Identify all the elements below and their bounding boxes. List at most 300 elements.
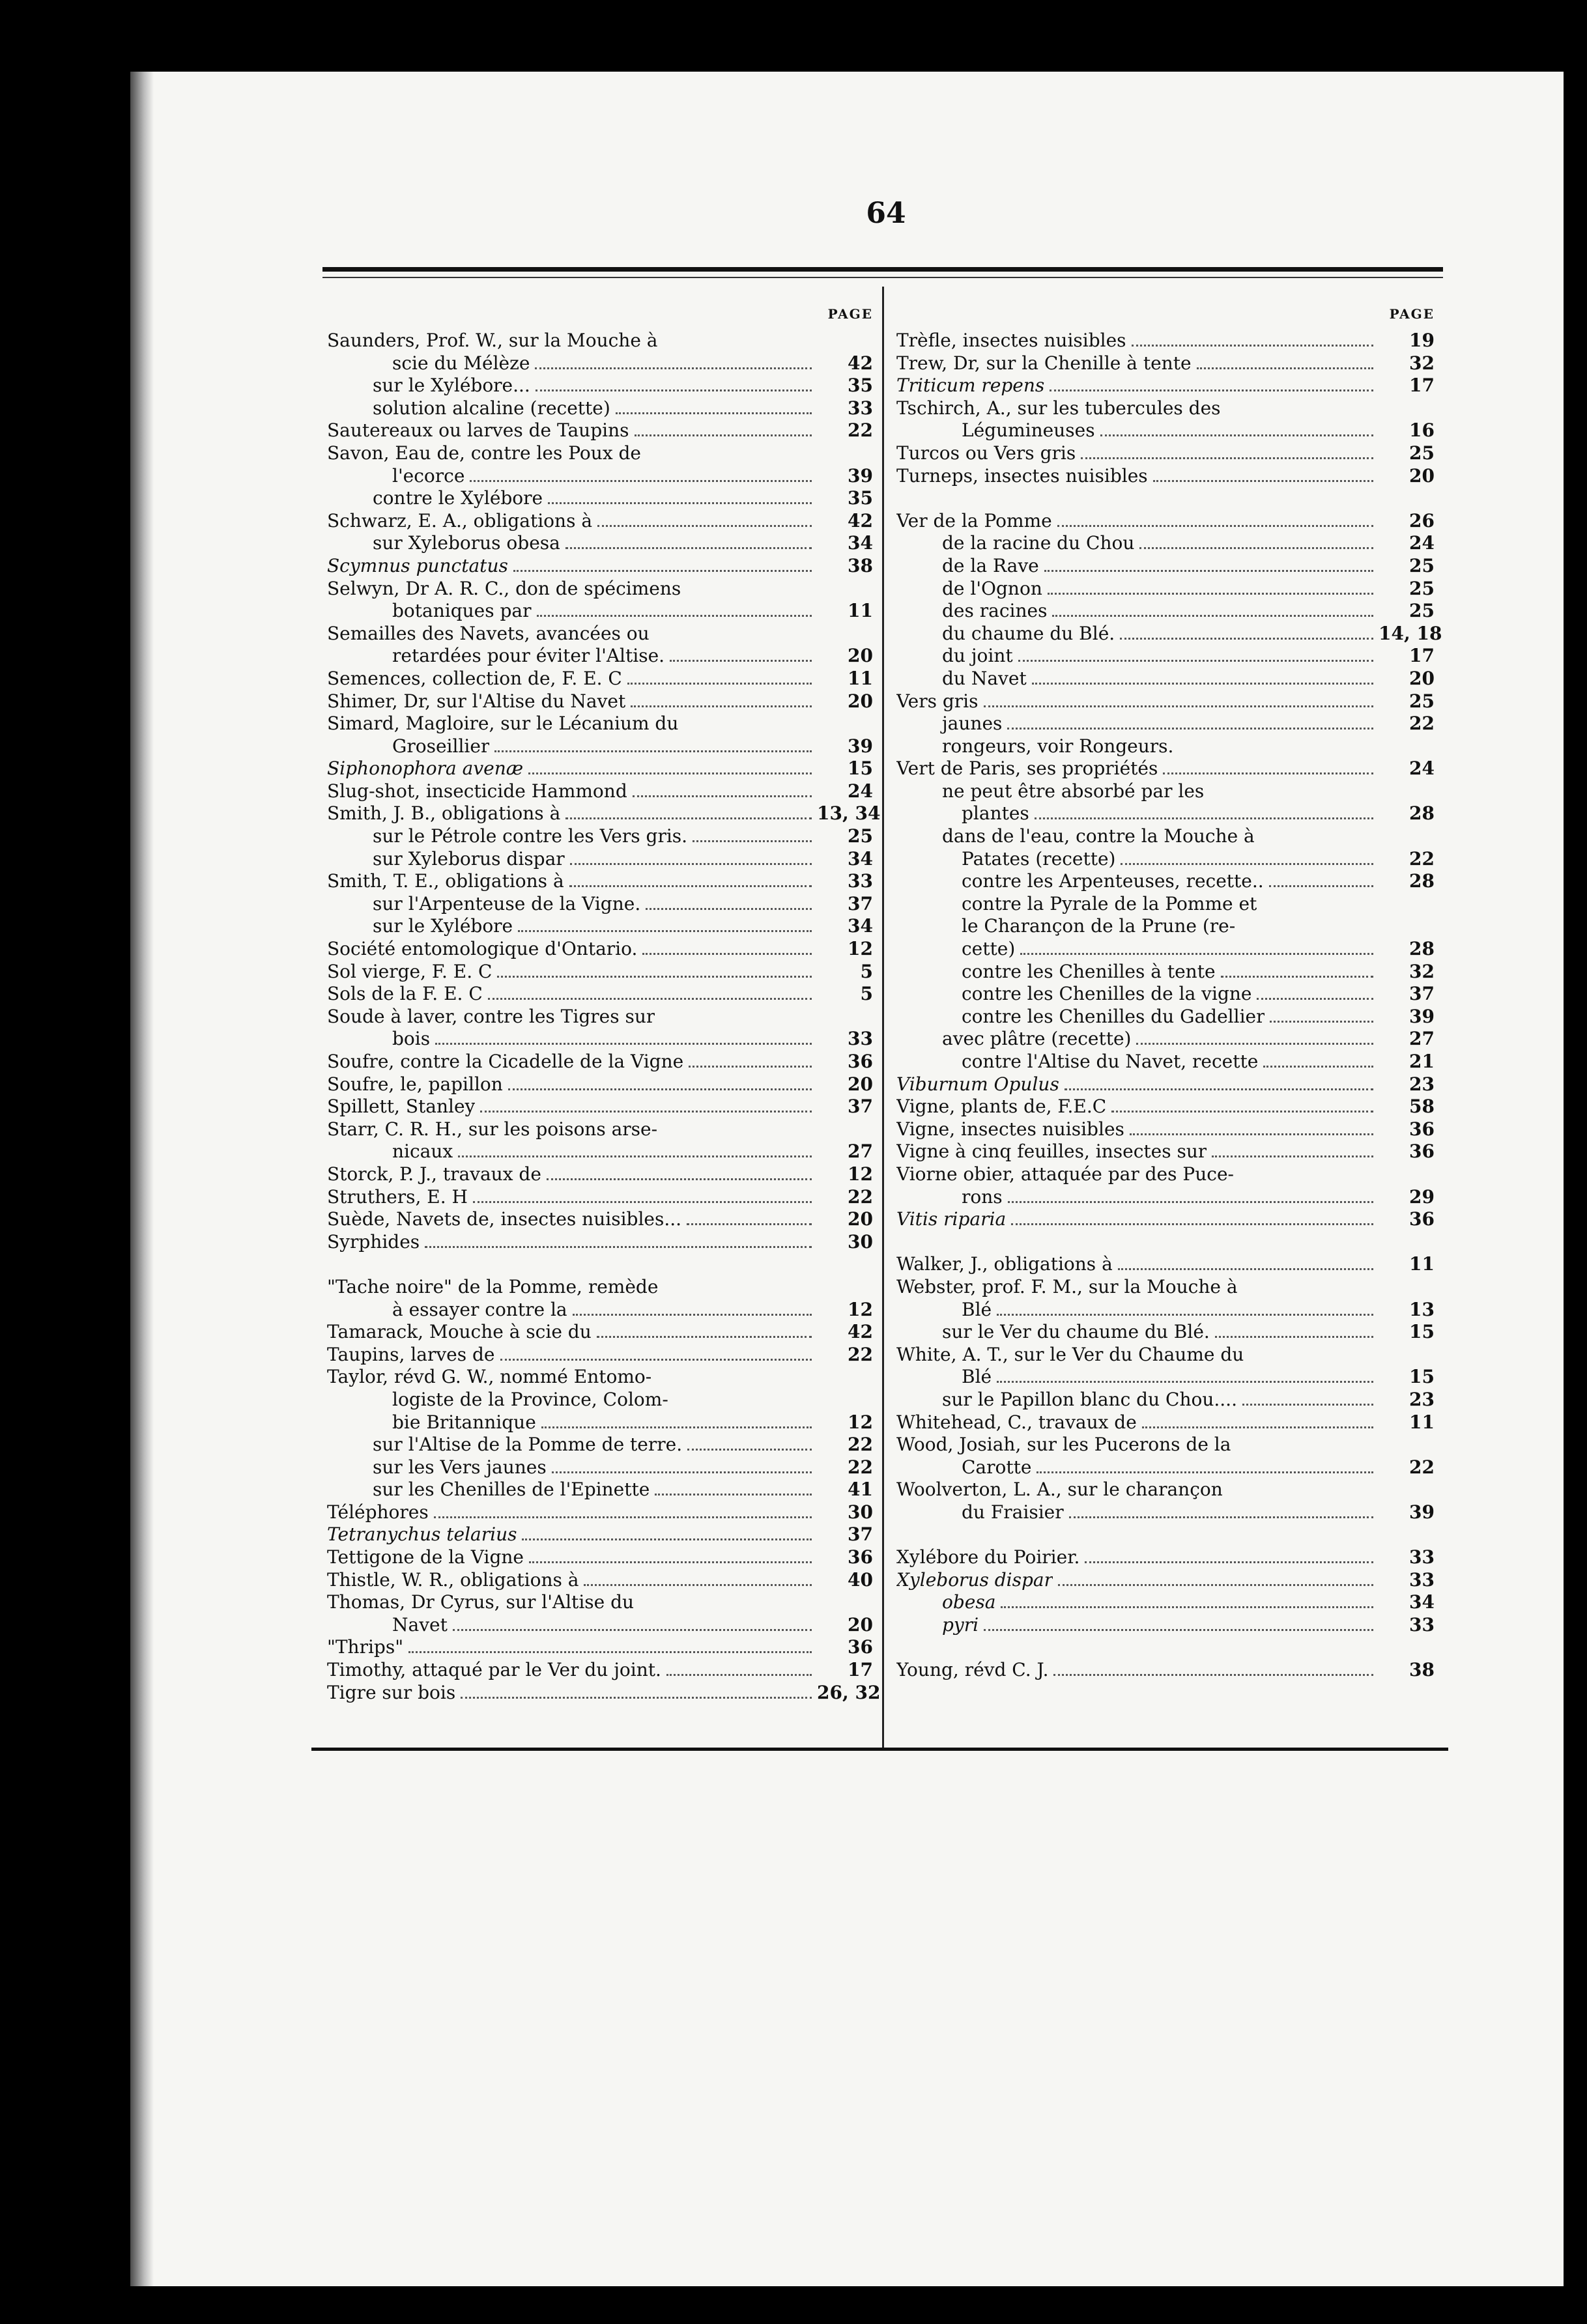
index-entry <box>896 938 1435 961</box>
entry-page-number: 5 <box>860 983 873 1005</box>
index-entry <box>327 870 873 893</box>
dot-leader <box>461 1697 812 1699</box>
entry-text: Société entomologique d'Ontario. <box>327 938 638 960</box>
index-entry <box>327 668 873 690</box>
entry-text: sur le Xylébore <box>373 915 513 937</box>
entry-text: Saunders, Prof. W., sur la Mouche à <box>327 330 658 351</box>
dot-leader <box>631 705 812 707</box>
dot-leader <box>642 953 812 955</box>
entry-page-number: 32 <box>1409 960 1435 982</box>
index-entry <box>327 1501 873 1524</box>
entry-text: Trew, Dr, sur la Chenille à tente <box>896 352 1192 374</box>
dot-leader <box>984 705 1373 707</box>
entry-page-number: 26, 32 <box>817 1681 881 1703</box>
entry-text: cette) <box>962 938 1016 960</box>
dot-leader <box>569 885 812 887</box>
dot-leader <box>1226 412 1373 414</box>
header-rule <box>322 267 1443 272</box>
entry-text: l'ecorce <box>392 464 465 487</box>
index-entry <box>327 802 881 825</box>
dot-leader <box>470 480 812 482</box>
entry-text: Xylébore du Poirier. <box>896 1546 1080 1568</box>
index-entry <box>327 623 873 645</box>
index-entry <box>896 1006 1435 1028</box>
column-divider <box>882 287 884 1749</box>
dot-leader <box>480 1111 812 1112</box>
entry-page-number: 58 <box>1409 1096 1435 1118</box>
dot-leader <box>670 660 812 662</box>
entry-page-number: 17 <box>1409 645 1435 667</box>
entry-text: contre l'Altise du Navet, recette <box>962 1051 1259 1072</box>
dot-leader <box>1035 817 1373 819</box>
index-entry <box>896 510 1435 533</box>
index-entry <box>327 487 873 510</box>
dot-leader <box>500 1359 812 1361</box>
entry-text: Suède, Navets de, insectes nuisibles... <box>327 1208 682 1230</box>
dot-leader <box>616 412 812 414</box>
left-column <box>327 306 881 1704</box>
dot-leader <box>565 817 812 819</box>
entry-text: Woolverton, L. A., sur le charançon <box>896 1479 1223 1501</box>
entry-text: Soufre, contre la Cicadelle de la Vigne <box>327 1051 684 1072</box>
entry-page-number: 28 <box>1409 938 1435 960</box>
entry-text: bie Britannique <box>392 1411 536 1433</box>
dot-leader <box>693 840 812 842</box>
right-entries <box>896 330 1442 1682</box>
entry-text: Scymnus punctatus <box>327 554 508 576</box>
index-entry <box>896 375 1435 397</box>
index-entry <box>327 1614 873 1637</box>
dot-leader <box>1221 976 1373 978</box>
right-column <box>896 306 1442 1682</box>
index-entry <box>896 1389 1435 1411</box>
index-entry <box>896 735 1435 758</box>
entry-text: avec plâtre (recette) <box>942 1028 1132 1050</box>
dot-leader <box>1118 1268 1373 1270</box>
index-entry <box>327 1659 873 1682</box>
entry-text: retardées pour éviter l'Altise. <box>392 645 665 667</box>
entry-text: Semences, collection de, F. E. C <box>327 667 622 689</box>
entry-text: Struthers, E. H <box>327 1185 468 1208</box>
index-entry <box>327 938 873 961</box>
index-entry <box>896 1073 1435 1096</box>
entry-gap <box>896 487 1435 510</box>
entry-text: Thomas, Dr Cyrus, sur l'Altise du <box>327 1591 635 1613</box>
entry-page-number: 22 <box>848 1185 873 1208</box>
dot-leader <box>1212 1155 1373 1157</box>
index-entry <box>327 1141 873 1163</box>
entry-page-number: 33 <box>1409 1613 1435 1636</box>
entry-page-number: 11 <box>1409 1411 1435 1433</box>
entry-page-number: 42 <box>848 509 873 531</box>
entry-page-number: 22 <box>1409 847 1435 870</box>
entry-text: Vert de Paris, ses propriétés <box>896 758 1158 780</box>
dot-leader <box>494 750 812 752</box>
entry-text: Smith, T. E., obligations à <box>327 870 564 892</box>
entry-page-number: 13, 34 <box>817 802 881 825</box>
index-entry <box>327 1523 873 1546</box>
entry-page-number: 33 <box>1409 1546 1435 1568</box>
entry-text: Tigre sur bois <box>327 1681 456 1703</box>
dot-leader <box>435 1043 812 1045</box>
entry-text: Shimer, Dr, sur l'Altise du Navet <box>327 690 626 712</box>
index-entry <box>896 397 1435 420</box>
dot-leader <box>508 1088 812 1090</box>
index-entry <box>327 465 873 488</box>
entry-text: Starr, C. R. H., sur les poisons arse- <box>327 1118 658 1140</box>
index-entry <box>896 780 1435 803</box>
dot-leader <box>1020 953 1373 955</box>
entry-page-number: 35 <box>848 375 873 397</box>
dot-leader <box>683 728 812 730</box>
entry-text: contre le Xylébore <box>373 487 543 509</box>
dot-leader <box>1242 1404 1373 1406</box>
index-entry <box>896 1456 1435 1479</box>
index-entry <box>896 870 1435 893</box>
index-entry <box>327 1006 873 1028</box>
dot-leader <box>1257 998 1373 1000</box>
entry-page-number: 32 <box>1409 352 1435 374</box>
entry-text: du joint <box>942 645 1013 667</box>
entry-page-number: 22 <box>848 419 873 442</box>
entry-page-number: 39 <box>848 464 873 487</box>
index-entry <box>327 1231 873 1254</box>
index-entry <box>327 645 873 668</box>
index-entry <box>327 1208 873 1231</box>
dot-leader <box>1139 547 1373 549</box>
entry-text: Soude à laver, contre les Tigres sur <box>327 1005 655 1027</box>
index-entry <box>327 825 873 848</box>
entry-page-number: 27 <box>1409 1028 1435 1050</box>
entry-text: de la racine du Chou <box>942 532 1135 554</box>
index-entry <box>896 1208 1435 1231</box>
index-entry <box>327 848 873 871</box>
entry-text: Tschirch, A., sur les tubercules des <box>896 397 1221 419</box>
index-entry <box>327 1118 873 1141</box>
entry-text: Xyleborus dispar <box>896 1568 1053 1591</box>
index-entry <box>327 893 873 916</box>
entry-text: sur Xyleborus dispar <box>373 847 565 870</box>
index-entry <box>327 735 873 758</box>
entry-page-number: 28 <box>1409 870 1435 892</box>
entry-text: Vigne, plants de, F.E.C <box>896 1096 1107 1118</box>
entry-page-number: 12 <box>848 1163 873 1185</box>
index-entry <box>896 1434 1435 1456</box>
entry-page-number: 15 <box>848 758 873 780</box>
entry-text: Groseillier <box>392 735 490 757</box>
left-entries <box>327 330 881 1704</box>
index-entry <box>327 330 873 352</box>
dot-leader <box>1044 570 1373 572</box>
entry-page-number: 34 <box>1409 1591 1435 1613</box>
index-entry <box>327 555 873 578</box>
dot-leader <box>1100 434 1373 436</box>
entry-page-number: 33 <box>848 1028 873 1050</box>
entry-text: Storck, P. J., travaux de <box>327 1163 541 1185</box>
index-entry <box>896 532 1435 555</box>
entry-page-number: 20 <box>848 1613 873 1636</box>
entry-page-number: 22 <box>1409 1456 1435 1478</box>
index-entry <box>896 330 1435 352</box>
dot-leader <box>513 570 812 572</box>
index-entry <box>896 600 1435 623</box>
dot-leader <box>1008 1201 1373 1203</box>
index-entry <box>896 893 1435 916</box>
entry-text: contre la Pyrale de la Pomme et <box>962 892 1257 914</box>
dot-leader <box>1262 908 1373 910</box>
entry-page-number: 30 <box>848 1501 873 1523</box>
dot-leader <box>1053 1674 1373 1676</box>
dot-leader <box>1136 1043 1373 1045</box>
index-entry <box>327 1479 873 1501</box>
entry-text: sur le Pétrole contre les Vers gris. <box>373 825 688 847</box>
entry-gap <box>896 1231 1435 1254</box>
index-entry <box>327 510 873 533</box>
index-entry <box>896 1096 1435 1118</box>
entry-page-number: 11 <box>848 600 873 622</box>
dot-leader <box>1228 1494 1373 1495</box>
entry-text: sur le Papillon blanc du Chou.... <box>942 1388 1237 1410</box>
dot-leader <box>1037 1471 1373 1473</box>
dot-leader <box>687 1223 812 1225</box>
dot-leader <box>1263 1066 1373 1068</box>
dot-leader <box>548 502 812 504</box>
dot-leader <box>522 1538 812 1540</box>
dot-leader <box>686 593 812 595</box>
entry-page-number: 33 <box>848 870 873 892</box>
dot-leader <box>573 1314 812 1316</box>
entry-page-number: 14, 18 <box>1379 622 1442 644</box>
dot-leader <box>1142 1426 1373 1428</box>
entry-page-number: 24 <box>1409 532 1435 554</box>
dot-leader <box>646 908 812 910</box>
entry-page-number: 19 <box>1409 330 1435 351</box>
entry-text: sur le Xylébore... <box>373 375 530 397</box>
entry-text: Viorne obier, attaquée par des Puce- <box>896 1163 1234 1185</box>
entry-text: Blé <box>962 1366 992 1388</box>
entry-text: Smith, J. B., obligations à <box>327 802 561 825</box>
entry-page-number: 17 <box>848 1659 873 1681</box>
entry-page-number: 34 <box>848 532 873 554</box>
dot-leader <box>657 1381 812 1383</box>
entry-text: à essayer contre la <box>392 1298 567 1320</box>
entry-text: Young, révd C. J. <box>896 1659 1049 1681</box>
entry-text: Taupins, larves de <box>327 1343 495 1365</box>
dot-leader <box>537 615 812 617</box>
index-entry <box>896 1479 1435 1501</box>
index-entry <box>896 1546 1435 1569</box>
dot-leader <box>1048 593 1373 595</box>
index-entry <box>327 1636 873 1659</box>
dot-leader <box>1052 615 1373 617</box>
entry-page-number: 25 <box>1409 690 1435 712</box>
dot-leader <box>1050 390 1373 391</box>
dot-leader <box>1163 772 1373 774</box>
index-entry <box>896 758 1435 780</box>
entry-text: bois <box>392 1028 431 1050</box>
entry-text: Webster, prof. F. M., sur la Mouche à <box>896 1275 1238 1297</box>
index-entry <box>896 1659 1435 1682</box>
index-entry <box>327 1299 873 1322</box>
entry-text: scie du Mélèze <box>392 352 530 374</box>
index-entry <box>896 825 1435 848</box>
index-entry <box>327 1389 873 1411</box>
entry-text: pyri <box>942 1613 979 1636</box>
entry-page-number: 33 <box>848 397 873 419</box>
index-entry <box>327 1569 873 1592</box>
dot-leader <box>1007 728 1373 730</box>
dot-leader <box>518 930 812 932</box>
entry-text: jaunes <box>942 713 1003 735</box>
index-entry <box>327 1546 873 1569</box>
index-entry <box>327 1411 873 1434</box>
index-entry <box>896 1276 1435 1299</box>
dot-leader <box>1249 1359 1373 1361</box>
entry-page-number: 35 <box>848 487 873 509</box>
entry-page-number: 22 <box>848 1434 873 1456</box>
entry-page-number: 28 <box>1409 802 1435 825</box>
dot-leader <box>997 1381 1373 1383</box>
dot-leader <box>1197 367 1373 369</box>
entry-gap <box>896 1523 1435 1546</box>
dot-leader <box>547 1178 812 1180</box>
entry-page-number: 38 <box>848 554 873 576</box>
index-entry <box>896 419 1435 442</box>
index-entry <box>896 578 1435 601</box>
dot-leader <box>633 795 812 797</box>
entry-text: Whitehead, C., travaux de <box>896 1411 1137 1433</box>
dot-leader <box>1081 457 1373 459</box>
entry-text: obesa <box>942 1591 996 1613</box>
entry-text: Sautereaux ou larves de Taupins <box>327 419 629 442</box>
entry-page-number: 37 <box>1409 983 1435 1005</box>
entry-text: contre les Arpenteuses, recette.. <box>962 870 1264 892</box>
index-entry <box>327 780 873 803</box>
entry-page-number: 37 <box>848 1096 873 1118</box>
entry-text: Trèfle, insectes nuisibles <box>896 330 1126 351</box>
dot-leader <box>674 1404 812 1406</box>
entry-page-number: 39 <box>1409 1005 1435 1027</box>
index-entry <box>327 1591 873 1614</box>
entry-page-number: 25 <box>1409 577 1435 599</box>
index-entry <box>327 758 873 780</box>
index-entry <box>896 1614 1435 1637</box>
index-entry <box>327 1073 873 1096</box>
entry-text: Tettigone de la Vigne <box>327 1546 524 1568</box>
entry-page-number: 30 <box>848 1230 873 1253</box>
index-entry <box>896 622 1442 645</box>
entry-text: dans de l'eau, contre la Mouche à <box>942 825 1255 847</box>
index-entry <box>327 713 873 735</box>
entry-text: Patates (recette) <box>962 847 1116 870</box>
entry-page-number: 23 <box>1409 1388 1435 1410</box>
entry-text: ne peut être absorbé par les <box>942 780 1205 802</box>
dot-leader <box>687 1449 812 1451</box>
index-entry <box>896 690 1435 713</box>
entry-page-number: 17 <box>1409 375 1435 397</box>
dot-leader <box>1121 863 1373 865</box>
index-entry <box>327 1051 873 1073</box>
dot-leader <box>488 998 812 1000</box>
entry-page-number: 37 <box>848 1523 873 1546</box>
entry-page-number: 36 <box>848 1546 873 1568</box>
dot-leader <box>639 1606 812 1608</box>
entry-text: Vigne, insectes nuisibles <box>896 1118 1124 1140</box>
entry-page-number: 38 <box>1409 1659 1435 1681</box>
entry-page-number: 40 <box>848 1568 873 1591</box>
entry-page-number: 39 <box>1409 1501 1435 1523</box>
entry-page-number: 26 <box>1409 509 1435 531</box>
entry-page-number: 39 <box>848 735 873 757</box>
entry-page-number: 27 <box>848 1141 873 1163</box>
entry-text: Wood, Josiah, sur les Pucerons de la <box>896 1434 1231 1456</box>
entry-text: Vigne à cinq feuilles, insectes sur <box>896 1141 1207 1163</box>
entry-page-number: 24 <box>1409 758 1435 780</box>
entry-text: sur l'Arpenteuse de la Vigne. <box>373 892 641 914</box>
entry-page-number: 12 <box>848 938 873 960</box>
dot-leader <box>570 863 812 865</box>
entry-text: Slug-shot, insecticide Hammond <box>327 780 627 802</box>
entry-page-number: 15 <box>1409 1366 1435 1388</box>
dot-leader <box>1240 930 1373 932</box>
entry-text: de l'Ognon <box>942 577 1042 599</box>
entry-text: "Tache noire" de la Pomme, remède <box>327 1275 659 1297</box>
entry-text: Téléphores <box>327 1501 429 1523</box>
dot-leader <box>565 547 812 549</box>
entry-text: nicaux <box>392 1141 453 1163</box>
dot-leader <box>635 434 812 436</box>
dot-leader <box>453 1629 812 1631</box>
dot-leader <box>1032 683 1373 685</box>
entry-text: logiste de la Province, Colom- <box>392 1388 668 1410</box>
dot-leader <box>528 772 812 774</box>
index-entry <box>896 713 1435 735</box>
entry-page-number: 36 <box>1409 1118 1435 1140</box>
index-entry <box>327 983 873 1006</box>
entry-page-number: 33 <box>1409 1568 1435 1591</box>
dot-leader <box>1153 480 1373 482</box>
index-entry <box>327 915 873 938</box>
dot-leader <box>473 1201 812 1203</box>
dot-leader <box>1057 525 1373 527</box>
dot-leader <box>597 525 812 527</box>
index-entry <box>896 802 1435 825</box>
entry-page-number: 20 <box>848 1073 873 1095</box>
index-entry <box>327 1434 873 1456</box>
index-entry <box>896 983 1435 1006</box>
dot-leader <box>1111 1111 1373 1112</box>
index-entry <box>896 1344 1435 1367</box>
entry-text: Tetranychus telarius <box>327 1523 517 1546</box>
entry-text: Viburnum Opulus <box>896 1073 1059 1095</box>
entry-page-number: 20 <box>1409 464 1435 487</box>
dot-leader <box>1018 660 1373 662</box>
entry-text: Tamarack, Mouche à scie du <box>327 1321 592 1343</box>
dot-leader <box>663 345 812 347</box>
entry-text: du chaume du Blé. <box>942 622 1115 644</box>
entry-page-number: 36 <box>848 1051 873 1072</box>
dot-leader <box>655 1494 812 1495</box>
entry-page-number: 12 <box>848 1298 873 1320</box>
dot-leader <box>1179 750 1373 752</box>
entry-text: le Charançon de la Prune (re- <box>962 915 1236 937</box>
dot-leader <box>646 457 812 459</box>
dot-leader <box>1132 345 1373 347</box>
index-entry <box>327 1681 881 1705</box>
entry-page-number: 16 <box>1409 419 1435 442</box>
dot-leader <box>584 1584 812 1586</box>
index-entry <box>896 1163 1435 1186</box>
